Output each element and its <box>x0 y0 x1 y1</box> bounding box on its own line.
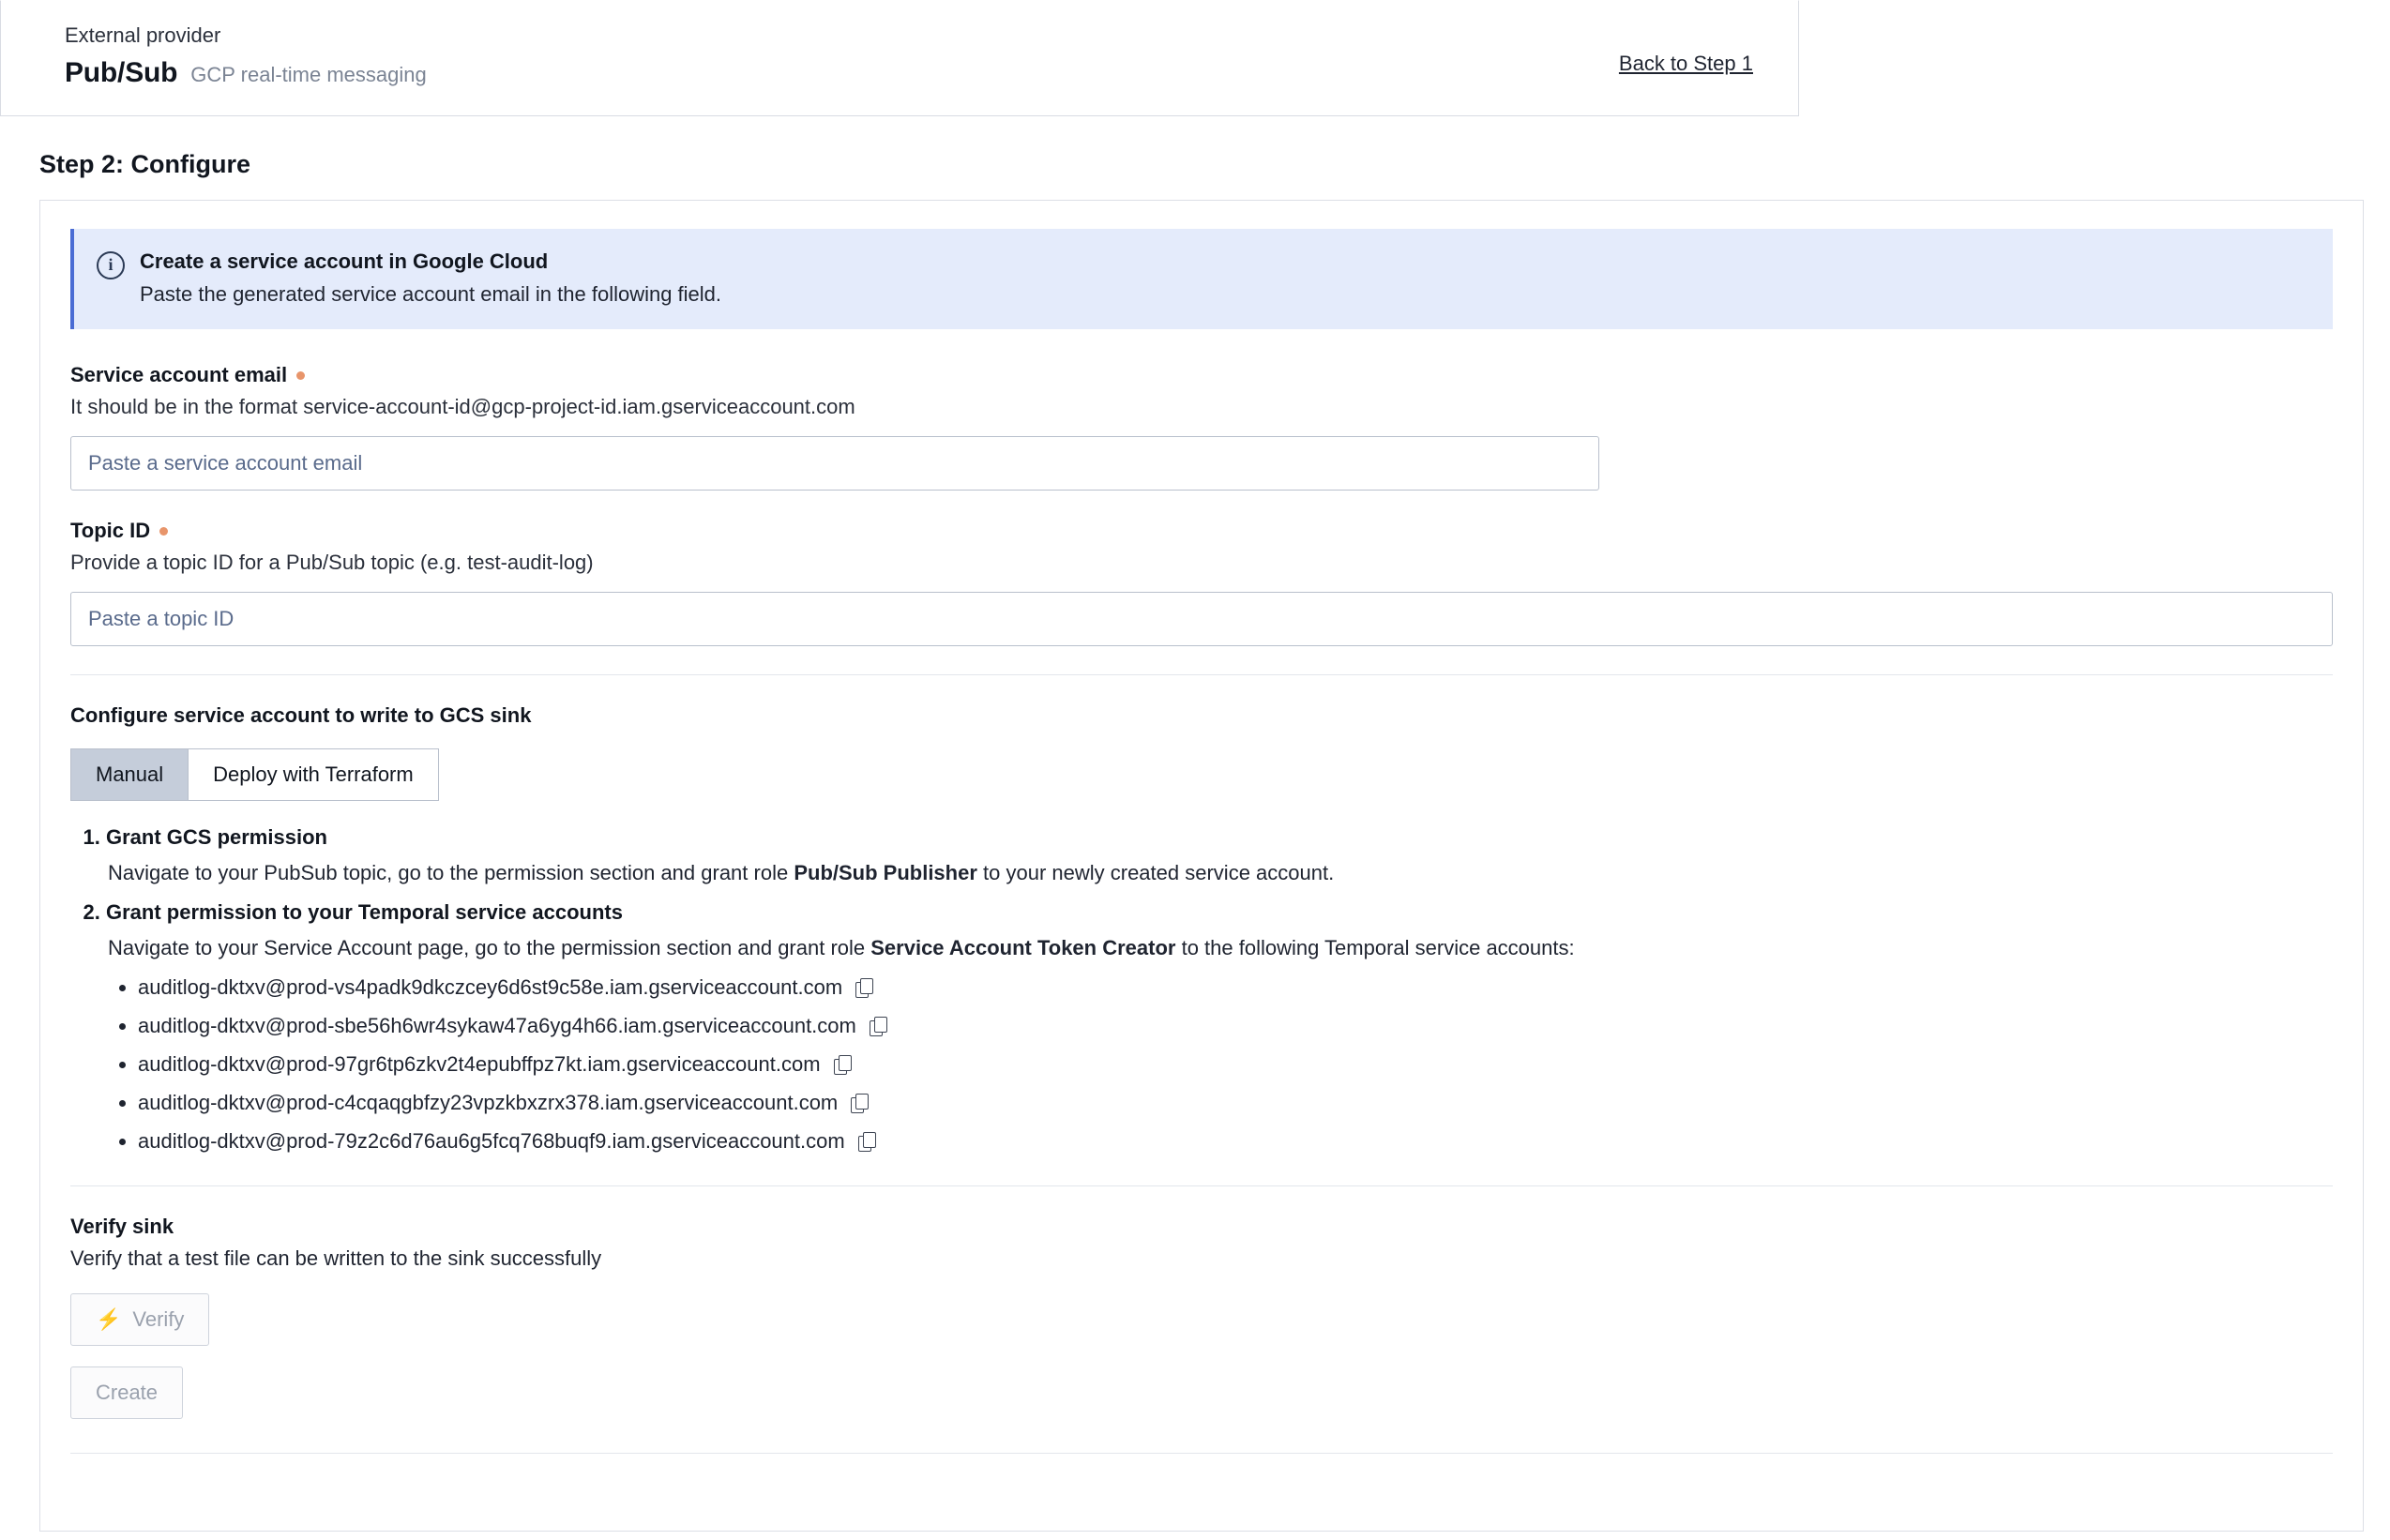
list-item <box>138 1014 2333 1038</box>
provider-header-card <box>0 0 1799 116</box>
copy-icon[interactable] <box>855 978 871 997</box>
service-account-row <box>138 975 871 1000</box>
provider-info <box>65 25 427 89</box>
copy-icon[interactable] <box>851 1094 867 1112</box>
provider-title-line <box>65 57 427 89</box>
panel-bottom-rule <box>70 1453 2333 1454</box>
divider <box>70 1185 2333 1186</box>
topic-id-label-row <box>70 519 2333 543</box>
list-item <box>138 975 2333 1000</box>
verify-sink-title: Verify sink <box>70 1215 174 1238</box>
copy-icon[interactable] <box>858 1132 874 1151</box>
copy-icon[interactable] <box>834 1055 850 1074</box>
service-account-email-hint: It should be in the format service-account-id@gcp-project-id.iam.gserviceaccount.com <box>70 395 855 418</box>
service-account-email-label: Service account email <box>70 363 288 386</box>
step-1-desc-before: Navigate to your PubSub topic, go to the permission section and grant role <box>108 861 794 884</box>
step-grant-gcs-permission <box>106 825 2333 885</box>
tab-manual[interactable]: Manual <box>70 748 189 801</box>
temporal-service-accounts-list <box>138 975 2333 1154</box>
step-1-description <box>108 861 2333 885</box>
step-2-desc-before: Navigate to your Service Account page, go to the permission section and grant role <box>108 936 871 959</box>
create-button-label: Create <box>96 1381 159 1404</box>
list-item <box>138 1129 2333 1154</box>
provider-title: Pub/Sub <box>65 57 178 88</box>
service-account-row <box>138 1091 867 1115</box>
required-dot-icon <box>159 527 168 536</box>
bolt-icon: ⚡ <box>96 1307 122 1331</box>
divider <box>70 674 2333 675</box>
step-2-desc-role: Service Account Token Creator <box>870 936 1176 959</box>
create-button[interactable] <box>70 1366 183 1419</box>
info-icon: i <box>97 251 125 279</box>
info-callout <box>70 229 2333 329</box>
configure-section-title: Configure service account to write to GCS sink <box>70 703 532 727</box>
provider-eyebrow: External provider <box>65 23 221 47</box>
info-callout-title: Create a service account in Google Cloud <box>140 249 549 273</box>
service-account-row <box>138 1014 885 1038</box>
step-1-title: Grant GCS permission <box>106 825 327 849</box>
step-1-desc-after: to your newly created service account. <box>976 861 1335 884</box>
step-2-desc-after: to the following Temporal service accounts: <box>1175 936 1575 959</box>
topic-id-input[interactable]: Paste a topic ID <box>70 592 2333 646</box>
configure-tabs <box>70 748 2333 801</box>
info-callout-body: Paste the generated service account email in the following field. <box>140 282 722 306</box>
step-2-description <box>108 936 2333 960</box>
step-2-title: Grant permission to your Temporal service accounts <box>106 900 623 924</box>
back-to-step-1-link[interactable]: Back to Step 1 <box>1618 52 1753 75</box>
service-account-email-text: • auditlog-dktxv@prod-97gr6tp6zkv2t4epubffpz7kt.iam.gserviceaccount.com <box>138 1052 821 1076</box>
list-item <box>138 1091 2333 1115</box>
topic-id-group <box>70 519 2333 646</box>
copy-icon[interactable] <box>870 1017 885 1035</box>
info-callout-text <box>140 249 721 307</box>
service-account-email-text: • auditlog-dktxv@prod-vs4padk9dkczcey6d6st9c58e.iam.gserviceaccount.com <box>138 975 843 999</box>
service-account-email-label-row <box>70 363 2333 387</box>
verify-sink-subtitle: Verify that a test file can be written to the sink successfully <box>70 1246 602 1270</box>
topic-id-hint: Provide a topic ID for a Pub/Sub topic (e.g. test-audit-log) <box>70 551 594 574</box>
service-account-row <box>138 1129 874 1154</box>
service-account-row <box>138 1052 850 1077</box>
service-account-email-text: • auditlog-dktxv@prod-sbe56h6wr4sykaw47a6yg4h66.iam.gserviceaccount.com <box>138 1014 856 1037</box>
configure-panel <box>39 200 2364 1532</box>
required-dot-icon <box>296 371 305 380</box>
manual-steps-list <box>106 825 2333 1154</box>
verify-button[interactable] <box>70 1293 209 1346</box>
service-account-email-input[interactable]: Paste a service account email <box>70 436 1599 491</box>
list-item <box>138 1052 2333 1077</box>
tab-deploy-with-terraform[interactable]: Deploy with Terraform <box>189 748 439 801</box>
provider-subtitle: GCP real-time messaging <box>190 63 427 86</box>
step-grant-temporal-permission <box>106 900 2333 1154</box>
page-title: Step 2: Configure <box>39 150 251 178</box>
step-1-desc-role: Pub/Sub Publisher <box>794 861 977 884</box>
verify-button-label: Verify <box>132 1307 185 1331</box>
service-account-email-text: • auditlog-dktxv@prod-c4cqaqgbfzy23vpzkbxzrx378.iam.gserviceaccount.com <box>138 1091 839 1114</box>
service-account-email-text: • auditlog-dktxv@prod-79z2c6d76au6g5fcq768buqf9.iam.gserviceaccount.com <box>138 1129 845 1153</box>
service-account-email-group <box>70 363 2333 491</box>
topic-id-label: Topic ID <box>70 519 151 542</box>
